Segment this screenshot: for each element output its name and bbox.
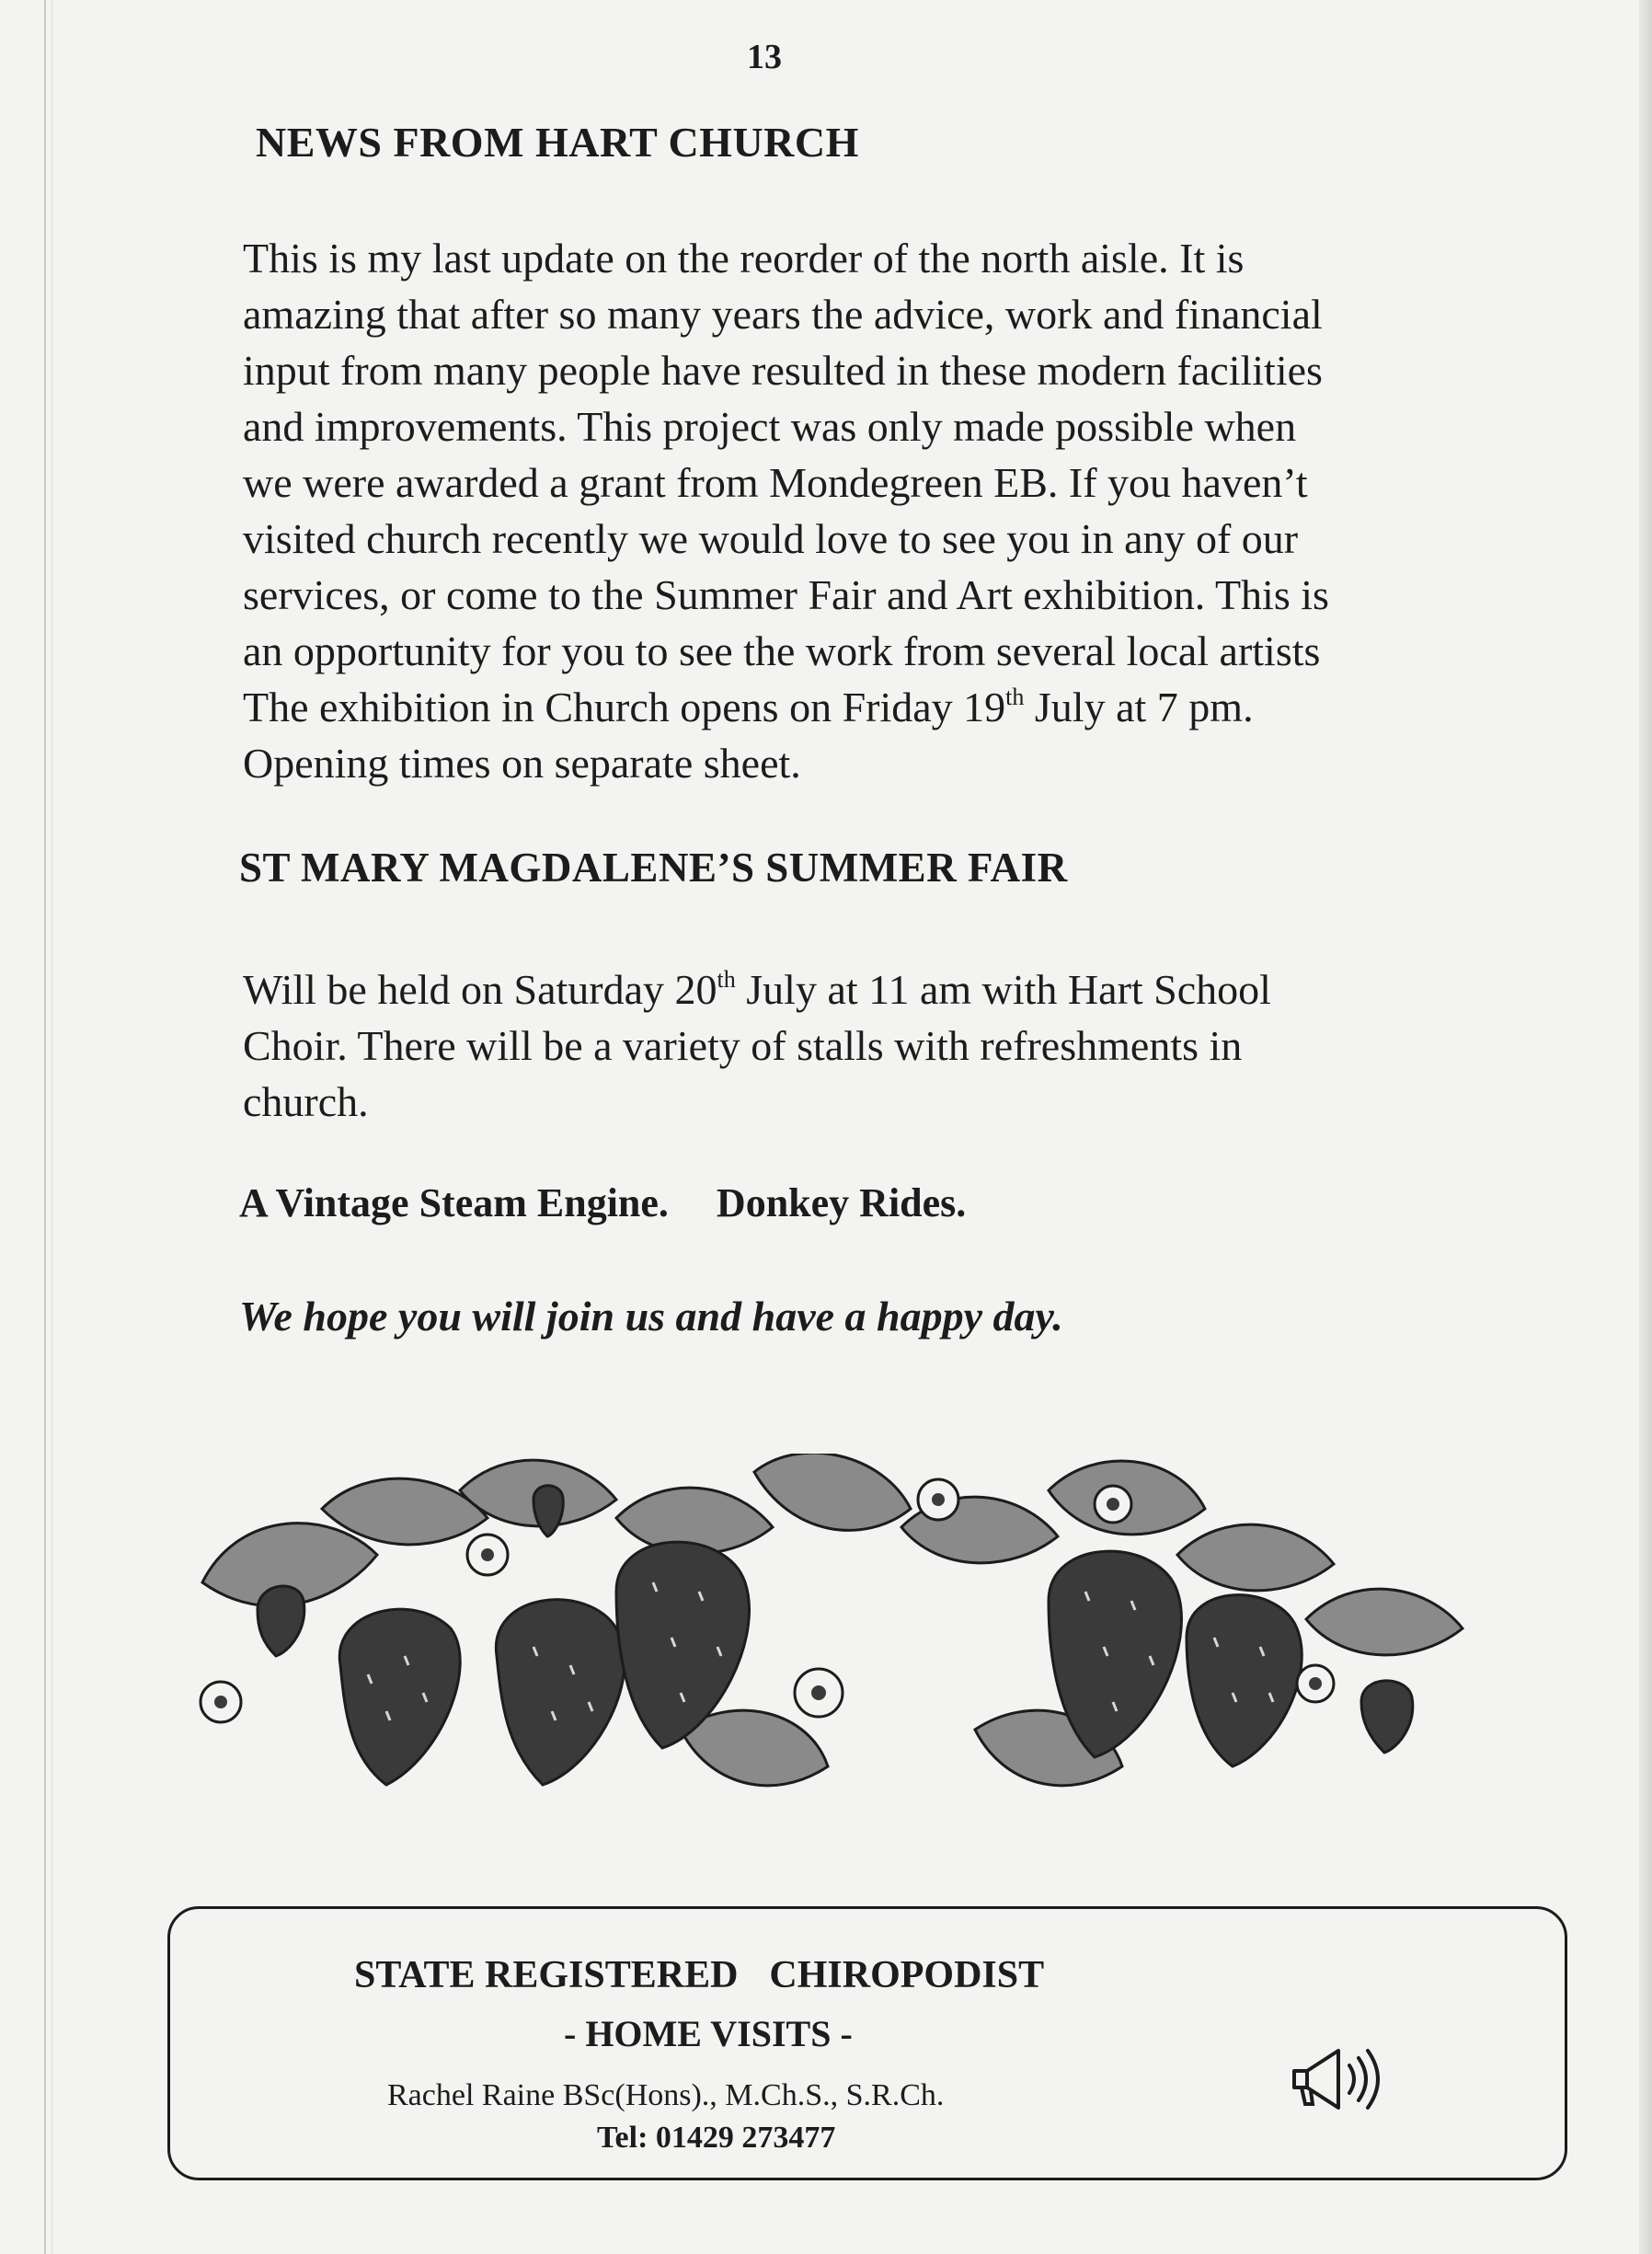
fair-date-text: Will be held on Saturday 20 xyxy=(243,966,717,1013)
ordinal-suffix: th xyxy=(1005,684,1025,710)
news-line: and improvements. This project was only made possible when xyxy=(243,403,1297,450)
fair-closing-line: We hope you will join us and have a happy day. xyxy=(239,1293,1063,1340)
leaf-shape xyxy=(754,1454,911,1530)
leaf-shape xyxy=(1177,1524,1334,1591)
strawberry-shape xyxy=(1187,1595,1302,1766)
fair-paragraph xyxy=(243,961,1512,1130)
flower-center xyxy=(1309,1677,1322,1690)
flower-center xyxy=(214,1696,227,1708)
fair-time-text: July at 11 am with Hart School xyxy=(735,966,1271,1013)
flower-center xyxy=(1107,1498,1119,1511)
fair-line: Choir. There will be a variety of stalls with refreshments in xyxy=(243,1022,1243,1069)
news-line-exhibition xyxy=(243,679,1512,735)
chiropodist-advert xyxy=(167,1906,1567,2180)
attraction-donkey-rides: Donkey Rides. xyxy=(716,1180,967,1225)
exhibition-text: The exhibition in Church opens on Friday 19 xyxy=(243,684,1006,730)
leaf-shape xyxy=(1306,1589,1463,1655)
advert-title-part: CHIROPODIST xyxy=(769,1954,1045,1996)
flower-center xyxy=(811,1685,826,1700)
strawberry-shape xyxy=(1361,1681,1413,1753)
fair-line: church. xyxy=(243,1078,369,1125)
ordinal-suffix: th xyxy=(717,966,736,993)
news-line: an opportunity for you to see the work from several local artists xyxy=(243,627,1321,674)
advert-title xyxy=(354,1953,1044,1997)
advert-practitioner: Rachel Raine BSc(Hons)., M.Ch.S., S.R.Ch. xyxy=(387,2078,945,2112)
strawberry-shape xyxy=(258,1586,304,1656)
news-line: we were awarded a grant from Mondegreen EB. If you haven’t xyxy=(243,459,1308,506)
fair-line-date xyxy=(243,961,1512,1018)
news-line: amazing that after so many years the advice, work and financial xyxy=(243,291,1323,338)
advert-title-part: STATE REGISTERED xyxy=(354,1954,739,1996)
attraction-steam-engine: A Vintage Steam Engine. xyxy=(239,1180,669,1225)
flower-center xyxy=(932,1493,945,1506)
binding-fold xyxy=(44,0,46,2254)
news-line: This is my last update on the reorder of the north aisle. It is xyxy=(243,235,1245,282)
news-line: Opening times on separate sheet. xyxy=(243,740,801,787)
megaphone-icon xyxy=(1285,2036,1395,2119)
news-line: visited church recently we would love to see you in any of our xyxy=(243,515,1299,562)
fair-attractions xyxy=(239,1179,966,1226)
news-line: services, or come to the Summer Fair and Art exhibition. This is xyxy=(243,571,1329,618)
strawberry-shape xyxy=(533,1486,563,1536)
advert-telephone: Tel: 01429 273477 xyxy=(597,2121,836,2155)
news-line: input from many people have resulted in these modern facilities xyxy=(243,347,1323,394)
strawberry-shape xyxy=(496,1600,625,1785)
strawberry-illustration xyxy=(184,1454,1509,1858)
strawberry-shape xyxy=(339,1609,460,1785)
exhibition-time: July at 7 pm. xyxy=(1024,684,1254,730)
news-heading: NEWS FROM HART CHURCH xyxy=(256,119,859,166)
page-edge xyxy=(1639,0,1652,2254)
advert-subtitle: - HOME VISITS - xyxy=(564,2013,853,2054)
fair-heading: ST MARY MAGDALENE’S SUMMER FAIR xyxy=(239,845,1068,891)
flower-center xyxy=(481,1548,494,1561)
news-paragraph xyxy=(243,230,1512,791)
page-number: 13 xyxy=(747,38,782,76)
